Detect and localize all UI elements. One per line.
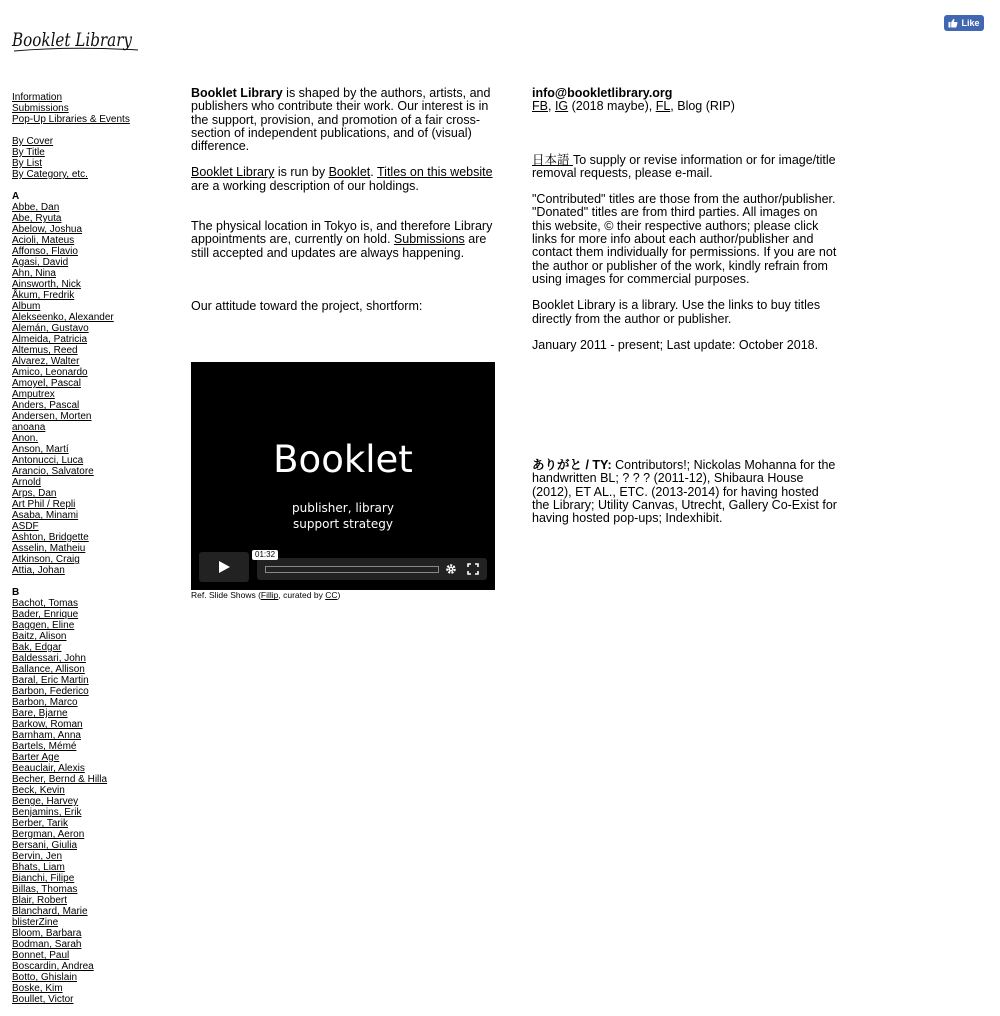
video-time-tooltip: 01:32 (252, 550, 278, 560)
titles-link[interactable]: Titles on this website (377, 165, 493, 180)
author-link[interactable]: Bodman, Sarah (12, 939, 82, 950)
author-link[interactable]: Bartels, Mémé (12, 741, 77, 752)
author-link[interactable]: Ballance, Allison (12, 664, 85, 675)
nav-by-title-link[interactable]: By Title (12, 147, 45, 158)
social-note: (2018 maybe), (568, 99, 656, 114)
author-link[interactable]: Berber, Tarik (12, 818, 68, 829)
author-link[interactable]: Beauclair, Alexis (12, 763, 85, 774)
section-letter: A (12, 191, 20, 202)
author-link[interactable]: Art Phil / Repli (12, 499, 76, 510)
booklet-library-logo (10, 24, 140, 56)
author-link[interactable]: Botto, Ghislain (12, 972, 78, 983)
nav-by-category-link[interactable]: By Category, etc. (12, 169, 88, 180)
author-section-b (12, 587, 172, 1005)
author-link[interactable]: Bloom, Barbara (12, 928, 82, 939)
run-by-paragraph (191, 166, 501, 193)
video-controls (257, 558, 487, 580)
author-link[interactable]: Anson, Martí (12, 444, 69, 455)
thanks-paragraph (532, 459, 837, 525)
author-link[interactable]: Beck, Kevin (12, 785, 65, 796)
location-text: The physical location in Tokyo is, and therefore Library appointments are, currently on hold. (191, 219, 493, 247)
social-sep: , (547, 99, 555, 114)
author-link[interactable]: Asselin, Matheiu (12, 543, 86, 554)
settings-gear-icon[interactable] (445, 563, 457, 575)
author-link[interactable]: Almeida, Patricia (12, 334, 88, 345)
author-link[interactable]: Bonnet, Paul (12, 950, 70, 961)
video-subtitle-line2: support strategy (293, 517, 393, 532)
instagram-link[interactable]: IG (554, 99, 569, 114)
author-link[interactable]: blisterZine (12, 917, 59, 928)
intro-paragraph (191, 87, 501, 153)
author-link[interactable]: Altemus, Reed (12, 345, 78, 356)
japanese-paragraph (532, 154, 837, 181)
thumbs-up-icon (948, 18, 958, 28)
fl-link[interactable]: FL (655, 99, 671, 114)
author-link[interactable]: Becher, Bernd & Hilla (12, 774, 108, 785)
video-subtitle (191, 500, 495, 532)
author-link[interactable]: Antonucci, Luca (12, 455, 84, 466)
fullscreen-icon[interactable] (467, 563, 479, 575)
dates-paragraph: January 2011 - present; Last update: October 2018. (532, 337, 819, 352)
author-link[interactable]: Alemán, Gustavo (12, 323, 89, 334)
updates-text: are still accepted and updates are always happening. (191, 232, 487, 260)
author-link[interactable]: Bachot, Tomas (12, 598, 78, 609)
author-link[interactable]: ASDF (12, 521, 39, 532)
contact-block (532, 87, 837, 114)
location-paragraph (191, 220, 501, 260)
author-link[interactable]: Abelow, Joshua (12, 224, 83, 235)
author-link[interactable]: Bergman, Aeron (12, 829, 85, 840)
author-link[interactable]: Anders, Pascal (12, 400, 80, 411)
video-subtitle-line1: publisher, library (292, 501, 394, 516)
library-note-paragraph: Booklet Library is a library. Use the links to buy titles directly from the author or publisher. (532, 298, 821, 326)
intro-bold-title: Booklet Library (191, 86, 283, 100)
cc-link[interactable]: CC (325, 590, 338, 601)
author-link[interactable]: Amputrex (12, 389, 55, 400)
author-link[interactable]: Acioli, Mateus (12, 235, 75, 246)
play-button[interactable] (199, 552, 249, 582)
author-link[interactable]: Bervin, Jen (12, 851, 63, 862)
author-link[interactable]: Blanchard, Marie (12, 906, 88, 917)
holdings-text: are a working description of our holdings. (191, 178, 419, 193)
author-link[interactable]: Boscardin, Andrea (12, 961, 94, 972)
intro-text: is shaped by the authors, artists, and publishers who contribute their work. Our interest is in the support, provision, and promotion of a fair cross-section of independent publications, and of (visual) difference. (191, 86, 491, 154)
author-link[interactable]: Bare, Bjarne (12, 708, 68, 719)
author-link[interactable]: Boullet, Victor (12, 994, 74, 1005)
author-link[interactable]: Billas, Thomas (12, 884, 78, 895)
author-link[interactable]: Barter Age (12, 752, 60, 763)
contact-email[interactable]: info@bookletlibrary.org (532, 86, 673, 100)
author-link[interactable]: Baggen, Eline (12, 620, 75, 631)
nav-by-cover-link[interactable]: By Cover (12, 136, 54, 147)
section-letter: B (12, 587, 20, 598)
main-links (12, 92, 172, 125)
site-logo[interactable] (10, 24, 140, 56)
author-link[interactable]: Ainsworth, Nick (12, 279, 81, 290)
author-link[interactable]: Benjamins, Erik (12, 807, 82, 818)
fillip-link[interactable]: Fillip (260, 590, 279, 601)
nav-by-list-link[interactable]: By List (12, 158, 43, 169)
author-link[interactable]: Barbon, Marco (12, 697, 78, 708)
author-link[interactable]: Bianchi, Filipe (12, 873, 75, 884)
author-link[interactable]: Barkow, Roman (12, 719, 83, 730)
sidebar-navigation (12, 92, 172, 1016)
refs-curated-text: , curated by (278, 590, 326, 601)
author-link[interactable]: Amoyel, Pascal (12, 378, 81, 389)
booklet-link[interactable]: Booklet (328, 165, 371, 180)
nav-submissions-link[interactable]: Submissions (12, 103, 69, 114)
refs-close: ) (337, 590, 341, 601)
submissions-inline-link[interactable]: Submissions (393, 232, 465, 247)
author-link[interactable]: Amico, Leonardo (12, 367, 88, 378)
facebook-like-button[interactable] (944, 15, 984, 31)
video-timeline[interactable] (265, 566, 439, 573)
nav-information-link[interactable]: Information (12, 92, 63, 103)
author-link[interactable]: Ahn, Nina (12, 268, 56, 279)
author-link[interactable]: Bersani, Giulia (12, 840, 78, 851)
thanks-heading: ありがと / TY: (532, 458, 612, 473)
author-link[interactable]: Baitz, Alison (12, 631, 67, 642)
info-column (532, 87, 837, 526)
author-link[interactable]: Anon. (12, 433, 39, 444)
author-link[interactable]: Atkinson, Craig (12, 554, 80, 565)
run-by-text: is run by (274, 165, 329, 180)
intro-column (191, 87, 501, 600)
references-line (191, 590, 501, 600)
facebook-link[interactable]: FB (532, 99, 548, 114)
author-link[interactable]: Åkum, Fredrik (12, 290, 75, 301)
author-link[interactable]: Bader, Enrique (12, 609, 79, 620)
browse-links (12, 136, 172, 180)
logo-text: Booklet Library (11, 29, 133, 51)
author-link[interactable]: Abbe, Dan (12, 202, 60, 213)
author-section-a (12, 191, 172, 576)
author-link[interactable]: Asaba, Minami (12, 510, 79, 521)
author-link[interactable]: Affonso, Flavio (12, 246, 78, 257)
author-link[interactable]: Ashton, Bridgette (12, 532, 89, 543)
like-label: Like (961, 18, 980, 28)
video-title: Booklet (273, 438, 413, 482)
author-link[interactable]: Barnham, Anna (12, 730, 81, 741)
author-link[interactable]: Boske, Kim (12, 983, 63, 994)
refs-text: Ref. Slide Shows ( (191, 590, 261, 601)
removal-requests-text: To supply or revise information or for image/title removal requests, please e-mail. (532, 152, 836, 180)
author-link[interactable]: Barbon, Federico (12, 686, 89, 697)
author-link[interactable]: Arnold (12, 477, 41, 488)
thanks-text: Contributors!; Nickolas Mohanna for the handwritten BL; ? ? ? (2011-12), Shibaura House (2012), ET AL., ETC. (2013-2014) for having hosted the Library; Utility Canvas, Utrecht, Gallery Co-Exist for having hosted pop-ups; Indexhibit. (532, 458, 837, 526)
run-by-sep: . (370, 165, 377, 180)
author-link[interactable]: Andersen, Morten (12, 411, 92, 422)
author-link[interactable]: Bhats, Liam (12, 862, 65, 873)
author-link[interactable]: Alekseenko, Alexander (12, 312, 114, 323)
author-link[interactable]: Album (12, 301, 41, 312)
author-link[interactable]: Benge, Harvey (12, 796, 79, 807)
author-link[interactable]: Agasi, David (12, 257, 69, 268)
author-link[interactable]: Arps, Dan (12, 488, 57, 499)
play-icon (217, 560, 231, 574)
author-link[interactable]: Baral, Eric Martin (12, 675, 89, 686)
blog-note: , Blog (RIP) (670, 99, 735, 114)
author-link[interactable]: Alvarez, Walter (12, 356, 80, 367)
attitude-paragraph: Our attitude toward the project, shortform: (191, 298, 423, 313)
author-index (12, 191, 172, 1005)
author-link[interactable]: Baldessari, John (12, 653, 86, 664)
author-link[interactable]: anoana (12, 422, 46, 433)
booklet-library-link[interactable]: Booklet Library (191, 165, 275, 180)
author-link[interactable]: Arancio, Salvatore (12, 466, 94, 477)
author-link[interactable]: Abe, Ryuta (12, 213, 62, 224)
author-link[interactable]: Bak, Edgar (12, 642, 62, 653)
author-link[interactable]: Attia, Johan (12, 565, 65, 576)
contributed-paragraph: "Contributed" titles are those from the author/publisher. "Donated" titles are from third parties. All images on this website, © their respective authors; please click links for more info about each author/publisher and contact them individually for permissions. If you are not the author or publisher of the work, kindly refrain from using images for commercial purposes. (532, 192, 837, 286)
video-player[interactable] (191, 362, 495, 590)
author-link[interactable]: Blair, Robert (12, 895, 68, 906)
japanese-link[interactable]: 日本語 (532, 152, 573, 167)
nav-popup-libraries-link[interactable]: Pop-Up Libraries & Events (12, 114, 130, 125)
